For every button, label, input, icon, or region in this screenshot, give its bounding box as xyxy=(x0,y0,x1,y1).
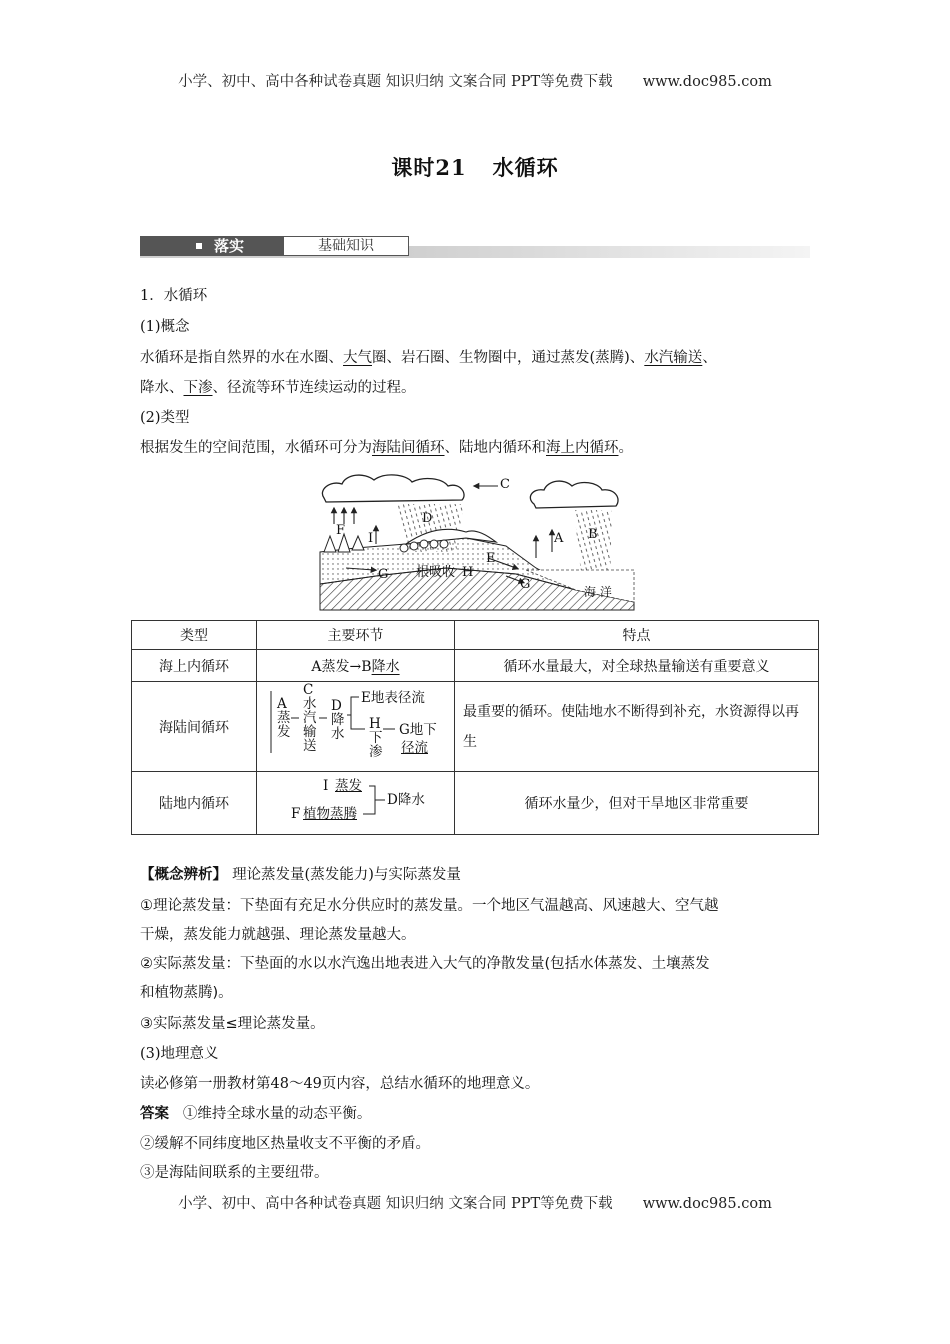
land-flow: I 蒸发 F 植物蒸腾 D降水 xyxy=(257,772,454,834)
page-header xyxy=(0,70,950,91)
row1-feature: 循环水量最大，对全球热量输送有重要意义 xyxy=(455,650,819,682)
concept-l2: 干燥，蒸发能力就越强、理论蒸发量越大。 xyxy=(140,927,416,943)
table-row xyxy=(132,650,819,682)
land-flow-arrows xyxy=(257,772,454,834)
th-type: 类型 xyxy=(132,621,257,650)
concept-l4: 和植物蒸腾)。 xyxy=(140,985,233,1001)
label-g1: G xyxy=(378,567,389,582)
concept-heading: 【概念辨析】 理论蒸发量(蒸发能力)与实际蒸发量 xyxy=(140,866,461,883)
s3-answer-2: ②缓解不同纬度地区热量收支不平衡的矛盾。 xyxy=(140,1136,430,1152)
label-e: E xyxy=(486,551,496,566)
s3-question: 读必修第一册教材第48～49页内容，总结水循环的地理意义。 xyxy=(140,1076,540,1092)
right-cloud xyxy=(530,481,618,508)
row1-type: 海上内循环 xyxy=(132,650,257,682)
square-icon xyxy=(196,243,202,249)
th-links: 主要环节 xyxy=(257,621,455,650)
label-a: A xyxy=(554,531,564,546)
table-row xyxy=(132,772,819,835)
section-bar xyxy=(140,236,810,260)
lesson-number: 课时21 xyxy=(391,155,467,180)
section-bar-light: 基础知识 xyxy=(283,236,409,256)
row2-type: 海陆间循环 xyxy=(132,682,257,772)
cycle-table xyxy=(131,620,819,835)
label-g2: G xyxy=(520,577,531,592)
footer-text: 小学、初中、高中各种试卷真题 知识归纳 文案合同 PPT等免费下载 xyxy=(178,1196,613,1212)
header-url[interactable]: www.doc985.com xyxy=(642,74,772,90)
page-footer xyxy=(0,1192,950,1213)
concept-l3: ②实际蒸发量：下垫面的水以水汽逸出地表进入大气的净散发量(包括水体蒸发、土壤蒸发 xyxy=(140,956,710,972)
label-c: C xyxy=(500,477,510,492)
page-title xyxy=(0,152,950,182)
section-dark-label: 落实 xyxy=(214,237,245,255)
row3-links xyxy=(257,772,455,835)
table-header-row xyxy=(132,621,819,650)
section-bar-gradient xyxy=(409,246,810,258)
sea-land-flow: A 蒸 发 C 水 汽 输 送 D 降 水 E地表径流 H 下 渗 G地下 径流 xyxy=(257,683,454,771)
s3-answer-3: ③是海陆间联系的主要纽带。 xyxy=(140,1165,329,1181)
s3-sub: (3)地理意义 xyxy=(140,1046,219,1062)
row2-feature: 最重要的循环。使陆地水不断得到补充，水资源得以再生 xyxy=(455,682,819,772)
lesson-name: 水循环 xyxy=(492,155,559,180)
footer-url[interactable]: www.doc985.com xyxy=(642,1196,772,1212)
label-root: 根吸收 xyxy=(416,565,456,580)
s1-p2: 降水、下渗、径流等环节连续运动的过程。 xyxy=(140,380,416,396)
row1-links: A蒸发→B降水 xyxy=(257,650,455,682)
th-feature: 特点 xyxy=(455,621,819,650)
water-cycle-diagram xyxy=(316,472,636,614)
s1-p3: 根据发生的空间范围，水循环可分为海陆间循环、陆地内循环和海上内循环。 xyxy=(140,440,633,456)
header-text: 小学、初中、高中各种试卷真题 知识归纳 文案合同 PPT等免费下载 xyxy=(178,74,613,90)
table-row xyxy=(132,682,819,772)
section-bar-dark xyxy=(140,236,283,256)
arrow-right-icon: → xyxy=(349,658,362,675)
s1-sub2: (2)类型 xyxy=(140,410,190,426)
left-cloud xyxy=(322,475,464,502)
s1-p1: 水循环是指自然界的水在水圈、大气圈、岩石圈、生物圈中，通过蒸发(蒸腾)、水汽输送、 xyxy=(140,350,717,366)
flow-arrows xyxy=(257,683,454,771)
concept-l1: ①理论蒸发量：下垫面有充足水分供应时的蒸发量。一个地区气温越高、风速越大、空气越 xyxy=(140,898,719,914)
concept-l5: ③实际蒸发量≤理论蒸发量。 xyxy=(140,1016,325,1032)
row2-links xyxy=(257,682,455,772)
label-f: F xyxy=(336,523,346,538)
section-bar-underline xyxy=(140,256,409,258)
s1-heading: 1．水循环 xyxy=(140,288,208,304)
label-d: D xyxy=(422,511,433,526)
s1-sub1: (1)概念 xyxy=(140,319,190,335)
s3-answer-1: 答案 ①维持全球水量的动态平衡。 xyxy=(140,1106,372,1122)
label-ocean: 海 洋 xyxy=(584,585,612,599)
label-h: H xyxy=(462,565,474,580)
label-b: B xyxy=(588,527,598,542)
label-i: I xyxy=(368,531,374,546)
row3-type: 陆地内循环 xyxy=(132,772,257,835)
row3-feature: 循环水量少，但对干旱地区非常重要 xyxy=(455,772,819,835)
